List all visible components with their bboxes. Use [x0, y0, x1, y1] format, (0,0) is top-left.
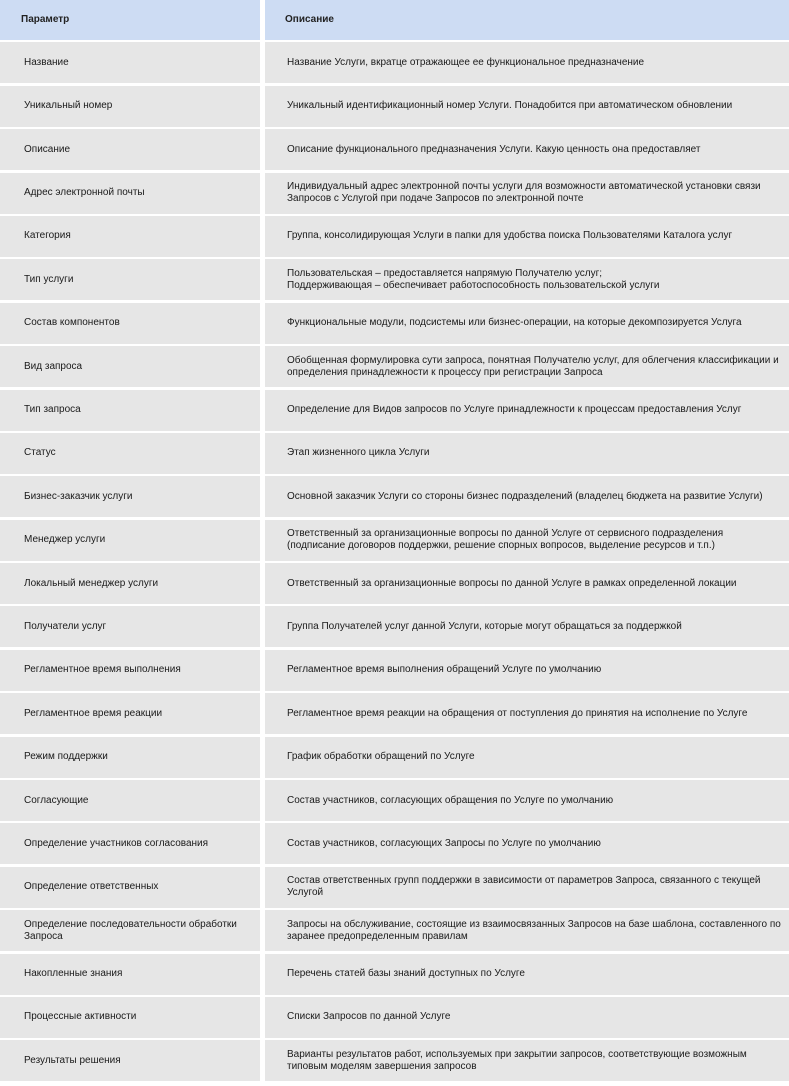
table-row [0, 823, 789, 864]
param-cell: Результаты решения [0, 1040, 260, 1081]
description-cell: Варианты результатов работ, используемых при закрытии запросов, соответствующие возможным типовым моделям завершения запросов [265, 1040, 789, 1081]
table-row [0, 954, 789, 995]
table-row [0, 433, 789, 474]
description-cell: Название Услуги, вкратце отражающее ее функциональное предназначение [265, 42, 789, 83]
param-cell: Локальный менеджер услуги [0, 563, 260, 604]
table-row [0, 997, 789, 1038]
table-row [0, 390, 789, 431]
table-row [0, 780, 789, 821]
table-row [0, 1040, 789, 1081]
param-cell: Процессные активности [0, 997, 260, 1038]
description-cell: Ответственный за организационные вопросы по данной Услуге в рамках определенной локации [265, 563, 789, 604]
param-cell: Вид запроса [0, 346, 260, 387]
header-description: Описание [265, 0, 789, 40]
param-cell: Получатели услуг [0, 606, 260, 647]
table-row [0, 42, 789, 83]
param-cell: Определение участников согласования [0, 823, 260, 864]
description-cell: Функциональные модули, подсистемы или бизнес-операции, на которые декомпозируется Услуга [265, 303, 789, 344]
description-cell: Пользовательская – предоставляется напрямую Получателю услуг; Поддерживающая – обеспечивает работоспособность пользовательской услуги [265, 259, 789, 300]
table-row [0, 910, 789, 951]
table-row [0, 259, 789, 300]
description-cell: Определение для Видов запросов по Услуге принадлежности к процессам предоставления Услуг [265, 390, 789, 431]
table-row [0, 173, 789, 214]
param-cell: Тип запроса [0, 390, 260, 431]
param-cell: Регламентное время реакции [0, 693, 260, 734]
table-row [0, 867, 789, 908]
description-cell: Регламентное время реакции на обращения от поступления до принятия на исполнение по Услуге [265, 693, 789, 734]
table-row [0, 737, 789, 778]
table-row [0, 86, 789, 127]
table-row [0, 346, 789, 387]
table-row [0, 216, 789, 257]
param-cell: Определение последовательности обработки Запроса [0, 910, 260, 951]
param-cell: Согласующие [0, 780, 260, 821]
param-cell: Уникальный номер [0, 86, 260, 127]
description-cell: Состав участников, согласующих обращения по Услуге по умолчанию [265, 780, 789, 821]
table-row [0, 563, 789, 604]
description-cell: Обобщенная формулировка сути запроса, понятная Получателю услуг, для облегчения классификации и определения принадлежности к процессу при регистрации Запроса [265, 346, 789, 387]
description-cell: Описание функционального предназначения Услуги. Какую ценность она предоставляет [265, 129, 789, 170]
description-cell: Состав ответственных групп поддержки в зависимости от параметров Запроса, связанного с текущей Услугой [265, 867, 789, 908]
param-cell: Регламентное время выполнения [0, 650, 260, 691]
table-row [0, 650, 789, 691]
table-row [0, 693, 789, 734]
description-cell: Ответственный за организационные вопросы по данной Услуге от сервисного подразделения (подписание договоров поддержки, решение спорных вопросов, выделение ресурсов и т.п.) [265, 520, 789, 561]
param-cell: Название [0, 42, 260, 83]
header-param: Параметр [0, 0, 260, 40]
table-row [0, 129, 789, 170]
table-row [0, 520, 789, 561]
param-cell: Адрес электронной почты [0, 173, 260, 214]
param-cell: Статус [0, 433, 260, 474]
description-cell: Уникальный идентификационный номер Услуги. Понадобится при автоматическом обновлении [265, 86, 789, 127]
param-cell: Описание [0, 129, 260, 170]
param-cell: Тип услуги [0, 259, 260, 300]
description-cell: Состав участников, согласующих Запросы по Услуге по умолчанию [265, 823, 789, 864]
param-cell: Состав компонентов [0, 303, 260, 344]
description-cell: Группа, консолидирующая Услуги в папки для удобства поиска Пользователями Каталога услуг [265, 216, 789, 257]
description-cell: Перечень статей базы знаний доступных по Услуге [265, 954, 789, 995]
param-cell: Менеджер услуги [0, 520, 260, 561]
description-cell: Индивидуальный адрес электронной почты услуги для возможности автоматической установки связи Запросов с Услугой при подаче Запросов по электронной почте [265, 173, 789, 214]
param-cell: Бизнес-заказчик услуги [0, 476, 260, 517]
param-cell: Режим поддержки [0, 737, 260, 778]
description-cell: Основной заказчик Услуги со стороны бизнес подразделений (владелец бюджета на развитие Услуги) [265, 476, 789, 517]
param-cell: Накопленные знания [0, 954, 260, 995]
table-row [0, 303, 789, 344]
description-cell: Группа Получателей услуг данной Услуги, которые могут обращаться за поддержкой [265, 606, 789, 647]
param-cell: Определение ответственных [0, 867, 260, 908]
table-row [0, 606, 789, 647]
table-body [0, 42, 789, 1081]
description-cell: Этап жизненного цикла Услуги [265, 433, 789, 474]
description-cell: Запросы на обслуживание, состоящие из взаимосвязанных Запросов на базе шаблона, составленного по заранее предопределенным правилам [265, 910, 789, 951]
param-cell: Категория [0, 216, 260, 257]
table-header [0, 0, 789, 40]
description-cell: Списки Запросов по данной Услуге [265, 997, 789, 1038]
description-cell: График обработки обращений по Услуге [265, 737, 789, 778]
table-row [0, 476, 789, 517]
description-cell: Регламентное время выполнения обращений Услуге по умолчанию [265, 650, 789, 691]
